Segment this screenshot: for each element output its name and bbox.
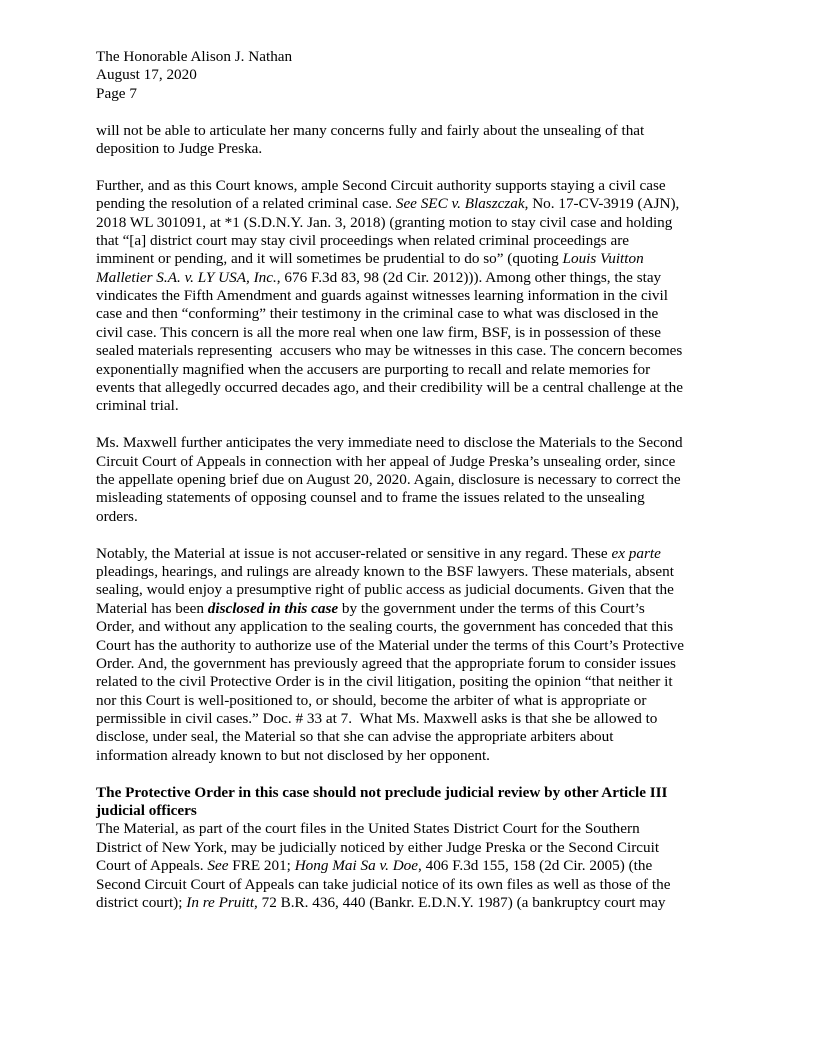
paragraph-second-circuit-disclosure — [96, 434, 736, 526]
text-line — [96, 342, 736, 360]
text-line — [96, 692, 736, 710]
paragraph-continuation — [96, 122, 736, 159]
recipient-line: The Honorable Alison J. Nathan — [96, 48, 293, 65]
text-run: Material has been — [96, 599, 208, 617]
text-run: imminent or pending, and it will sometimes be prudential to do so” (quoting — [96, 250, 563, 268]
citation-italic: In re Pruitt — [186, 893, 255, 911]
text-run: , No. 17-CV-3919 (AJN), — [524, 195, 680, 213]
text-run: that “[a] district court may stay civil proceedings when related criminal proceedings are — [96, 231, 630, 249]
letter-header — [96, 48, 736, 103]
text-line — [96, 269, 736, 287]
citation-italic: Louis Vuitton — [562, 250, 644, 268]
text-line — [96, 305, 736, 323]
text-line — [96, 214, 736, 232]
text-line — [96, 545, 736, 563]
text-line — [96, 397, 736, 415]
text-line — [96, 140, 736, 158]
body-paragraphs — [96, 122, 736, 766]
section-heading — [96, 784, 736, 821]
text-run: vindicates the Fifth Amendment and guards against witnesses learning information in the civil — [96, 287, 668, 305]
text-run: Court has the authority to authorize use of the Material under the terms of this Court’s Protective — [96, 636, 684, 654]
text-run: permissible in civil cases.” Doc. # 33 at 7. What Ms. Maxwell asks is that she be allowed to — [96, 710, 658, 728]
text-line — [96, 489, 736, 507]
text-run: disclose, under seal, the Material so that she can advise the appropriate arbiters about — [96, 728, 614, 746]
citation-italic: See — [207, 857, 229, 875]
text-line — [96, 563, 736, 581]
text-run: Second Circuit Court of Appeals can take judicial notice of its own files as well as those of the — [96, 875, 671, 893]
text-run: , 72 B.R. 436, 440 (Bankr. E.D.N.Y. 1987) (a bankruptcy court may — [254, 893, 666, 911]
text-run: criminal trial. — [96, 397, 179, 415]
text-run: pending the resolution of a related criminal case. — [96, 195, 396, 213]
text-run: information already known to but not disclosed by her opponent. — [96, 746, 490, 764]
text-line — [96, 618, 736, 636]
text-line — [96, 710, 736, 728]
citation-italic: Hong Mai Sa v. Doe — [294, 857, 419, 875]
text-line — [96, 361, 736, 379]
section-heading-line: The Protective Order in this case should not preclude judicial review by other Article III — [96, 783, 668, 801]
text-run: FRE 201; — [228, 857, 295, 875]
text-run: misleading statements of opposing counsel and to frame the issues related to the unsealing — [96, 489, 645, 507]
text-run: Notably, the Material at issue is not accuser-related or sensitive in any regard. These — [96, 544, 612, 562]
text-run: case and then “conforming” their testimony in the criminal case to what was disclosed in the — [96, 305, 659, 323]
text-line — [96, 122, 736, 140]
citation-italic: See SEC v. Blaszczak — [395, 195, 525, 213]
text-line — [96, 876, 736, 894]
text-line — [96, 581, 736, 599]
text-line — [96, 839, 736, 857]
text-run: , 676 F.3d 83, 98 (2d Cir. 2012))). Among other things, the stay — [276, 268, 662, 286]
text-line — [96, 857, 736, 875]
paragraph-material-not-sensitive — [96, 545, 736, 766]
text-line — [96, 747, 736, 765]
text-run: Order, and without any application to the sealing courts, the government has conceded that this — [96, 618, 674, 636]
text-line — [96, 195, 736, 213]
text-run: pleadings, hearings, and rulings are already known to the BSF lawyers. These materials, absent — [96, 562, 674, 580]
citation-italic: Malletier S.A. v. LY USA, Inc. — [96, 268, 277, 286]
text-run: sealing, would enjoy a presumptive right of public access as judicial documents. Given that the — [96, 581, 674, 599]
text-run: deposition to Judge Preska. — [96, 139, 263, 157]
text-run: 2018 WL 301091, at *1 (S.D.N.Y. Jan. 3, 2018) (granting motion to stay civil case and holding — [96, 213, 673, 231]
text-line — [96, 894, 736, 912]
text-run: nor this Court is well-positioned to, or should, become the arbiter of what is appropriate or — [96, 691, 647, 709]
text-line — [96, 471, 736, 489]
text-line — [96, 232, 736, 250]
text-run: Circuit Court of Appeals in connection with her appeal of Judge Preska’s unsealing order, since — [96, 452, 676, 470]
text-line — [96, 637, 736, 655]
text-line — [96, 655, 736, 673]
text-run: Ms. Maxwell further anticipates the very immediate need to disclose the Materials to the Second — [96, 434, 683, 452]
paragraph-stay-authority — [96, 177, 736, 416]
text-run: exponentially magnified when the accusers are purporting to recall and relate memories for — [96, 360, 651, 378]
section-heading-line: judicial officers — [96, 802, 197, 820]
text-run: will not be able to articulate her many concerns fully and fairly about the unsealing of that — [96, 121, 645, 139]
paragraph-judicial-notice — [96, 820, 736, 912]
text-line — [96, 600, 736, 618]
text-line — [96, 453, 736, 471]
text-line — [96, 728, 736, 746]
text-run: District of New York, may be judicially noticed by either Judge Preska or the Second Circuit — [96, 838, 660, 856]
date-line: August 17, 2020 — [96, 66, 197, 84]
text-run: Order. And, the government has previously agreed that the appropriate forum to consider issues — [96, 654, 676, 672]
text-line — [96, 250, 736, 268]
text-line — [96, 434, 736, 452]
text-run: civil case. This concern is all the more real when one law firm, BSF, is in possession of these — [96, 323, 661, 341]
page-number: Page 7 — [96, 84, 137, 102]
text-run: orders. — [96, 507, 138, 525]
text-run: district court); — [96, 893, 187, 911]
text-run: sealed materials representing accusers who may be witnesses in this case. The concern becomes — [96, 342, 683, 360]
text-line — [96, 324, 736, 342]
text-run: Further, and as this Court knows, ample Second Circuit authority supports staying a civil case — [96, 176, 666, 194]
text-run: events that allegedly occurred decades ago, and their credibility will be a central challenge at the — [96, 379, 683, 397]
text-run: , 406 F.3d 155, 158 (2d Cir. 2005) (the — [418, 857, 653, 875]
text-line — [96, 673, 736, 691]
text-line — [96, 379, 736, 397]
text-line — [96, 177, 736, 195]
text-line — [96, 820, 736, 838]
text-run: Court of Appeals. — [96, 857, 208, 875]
citation-italic: ex parte — [611, 544, 661, 562]
text-run: the appellate opening brief due on August 20, 2020. Again, disclosure is necessary to correct the — [96, 470, 681, 488]
text-line — [96, 508, 736, 526]
document-page — [96, 48, 736, 912]
text-run: by the government under the terms of this Court’s — [338, 599, 645, 617]
text-run: related to the civil Protective Order is in the civil litigation, positing the opinion “that neither it — [96, 673, 673, 691]
text-run: The Material, as part of the court files in the United States District Court for the Southern — [96, 820, 640, 838]
text-line — [96, 287, 736, 305]
emphasis-bold-italic: disclosed in this case — [207, 599, 339, 617]
